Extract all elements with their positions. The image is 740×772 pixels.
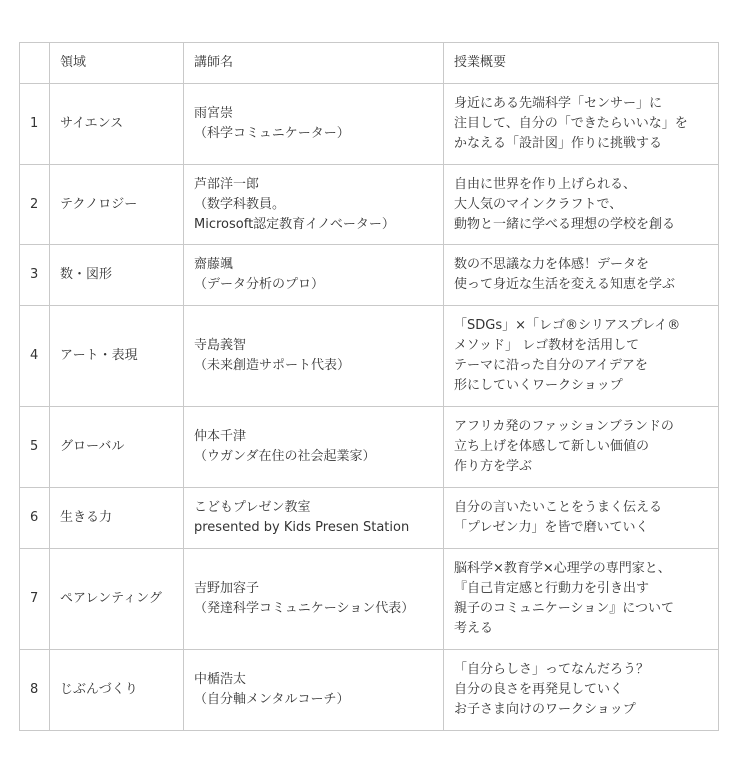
row-number: 3 — [20, 245, 50, 306]
header-number — [20, 43, 50, 84]
row-summary: 「自分らしさ」ってなんだろう？ 自分の良さを再発見していく お子さま向けのワークショップ — [444, 650, 719, 731]
lesson-table — [19, 42, 719, 731]
lesson-table-container — [19, 42, 719, 731]
row-lecturer: 雨宮崇 （科学コミュニケーター） — [184, 84, 444, 165]
row-number: 7 — [20, 549, 50, 650]
row-lecturer: 中楯浩太 （自分軸メンタルコーチ） — [184, 650, 444, 731]
row-lecturer: 仲本千津 （ウガンダ在住の社会起業家） — [184, 407, 444, 488]
row-summary: 自由に世界を作り上げられる、 大人気のマインクラフトで、 動物と一緒に学べる理想の学校を創る — [444, 165, 719, 245]
row-summary: 身近にある先端科学「センサー」に 注目して、自分の「できたらいいな」を かなえる「設計図」作りに挑戦する — [444, 84, 719, 165]
table-row — [20, 549, 719, 650]
row-number: 1 — [20, 84, 50, 165]
row-number: 2 — [20, 165, 50, 245]
row-number: 5 — [20, 407, 50, 488]
header-lecturer: 講師名 — [184, 43, 444, 84]
header-summary: 授業概要 — [444, 43, 719, 84]
table-row — [20, 245, 719, 306]
row-summary: 「SDGs」×「レゴ®シリアスプレイ® メソッド」 レゴ教材を活用して テーマに沿った自分のアイデアを 形にしていくワークショップ — [444, 306, 719, 407]
row-area: グローバル — [50, 407, 184, 488]
row-number: 4 — [20, 306, 50, 407]
table-header-row — [20, 43, 719, 84]
row-number: 6 — [20, 488, 50, 549]
table-row — [20, 84, 719, 165]
row-summary: 脳科学×教育学×心理学の専門家と、 『自己肯定感と行動力を引き出す 親子のコミュニケーション』について 考える — [444, 549, 719, 650]
row-summary: 自分の言いたいことをうまく伝える 「プレゼン力」を皆で磨いていく — [444, 488, 719, 549]
row-area: ペアレンティング — [50, 549, 184, 650]
row-summary: アフリカ発のファッションブランドの 立ち上げを体感して新しい価値の 作り方を学ぶ — [444, 407, 719, 488]
row-lecturer: 吉野加容子 （発達科学コミュニケーション代表） — [184, 549, 444, 650]
row-area: 数・図形 — [50, 245, 184, 306]
row-number: 8 — [20, 650, 50, 731]
table-row — [20, 488, 719, 549]
table-row — [20, 650, 719, 731]
table-row — [20, 306, 719, 407]
row-lecturer: 齋藤颯 （データ分析のプロ） — [184, 245, 444, 306]
row-lecturer: 芦部洋一郎 （数学科教員。 Microsoft認定教育イノベーター） — [184, 165, 444, 245]
row-lecturer: こどもプレゼン教室 presented by Kids Presen Station — [184, 488, 444, 549]
row-summary: 数の不思議な力を体感！データを 使って身近な生活を変える知恵を学ぶ — [444, 245, 719, 306]
row-area: アート・表現 — [50, 306, 184, 407]
table-row — [20, 165, 719, 245]
table-row — [20, 407, 719, 488]
row-area: じぶんづくり — [50, 650, 184, 731]
row-area: サイエンス — [50, 84, 184, 165]
row-area: テクノロジー — [50, 165, 184, 245]
row-area: 生きる力 — [50, 488, 184, 549]
header-area: 領域 — [50, 43, 184, 84]
row-lecturer: 寺島義智 （未来創造サポート代表） — [184, 306, 444, 407]
